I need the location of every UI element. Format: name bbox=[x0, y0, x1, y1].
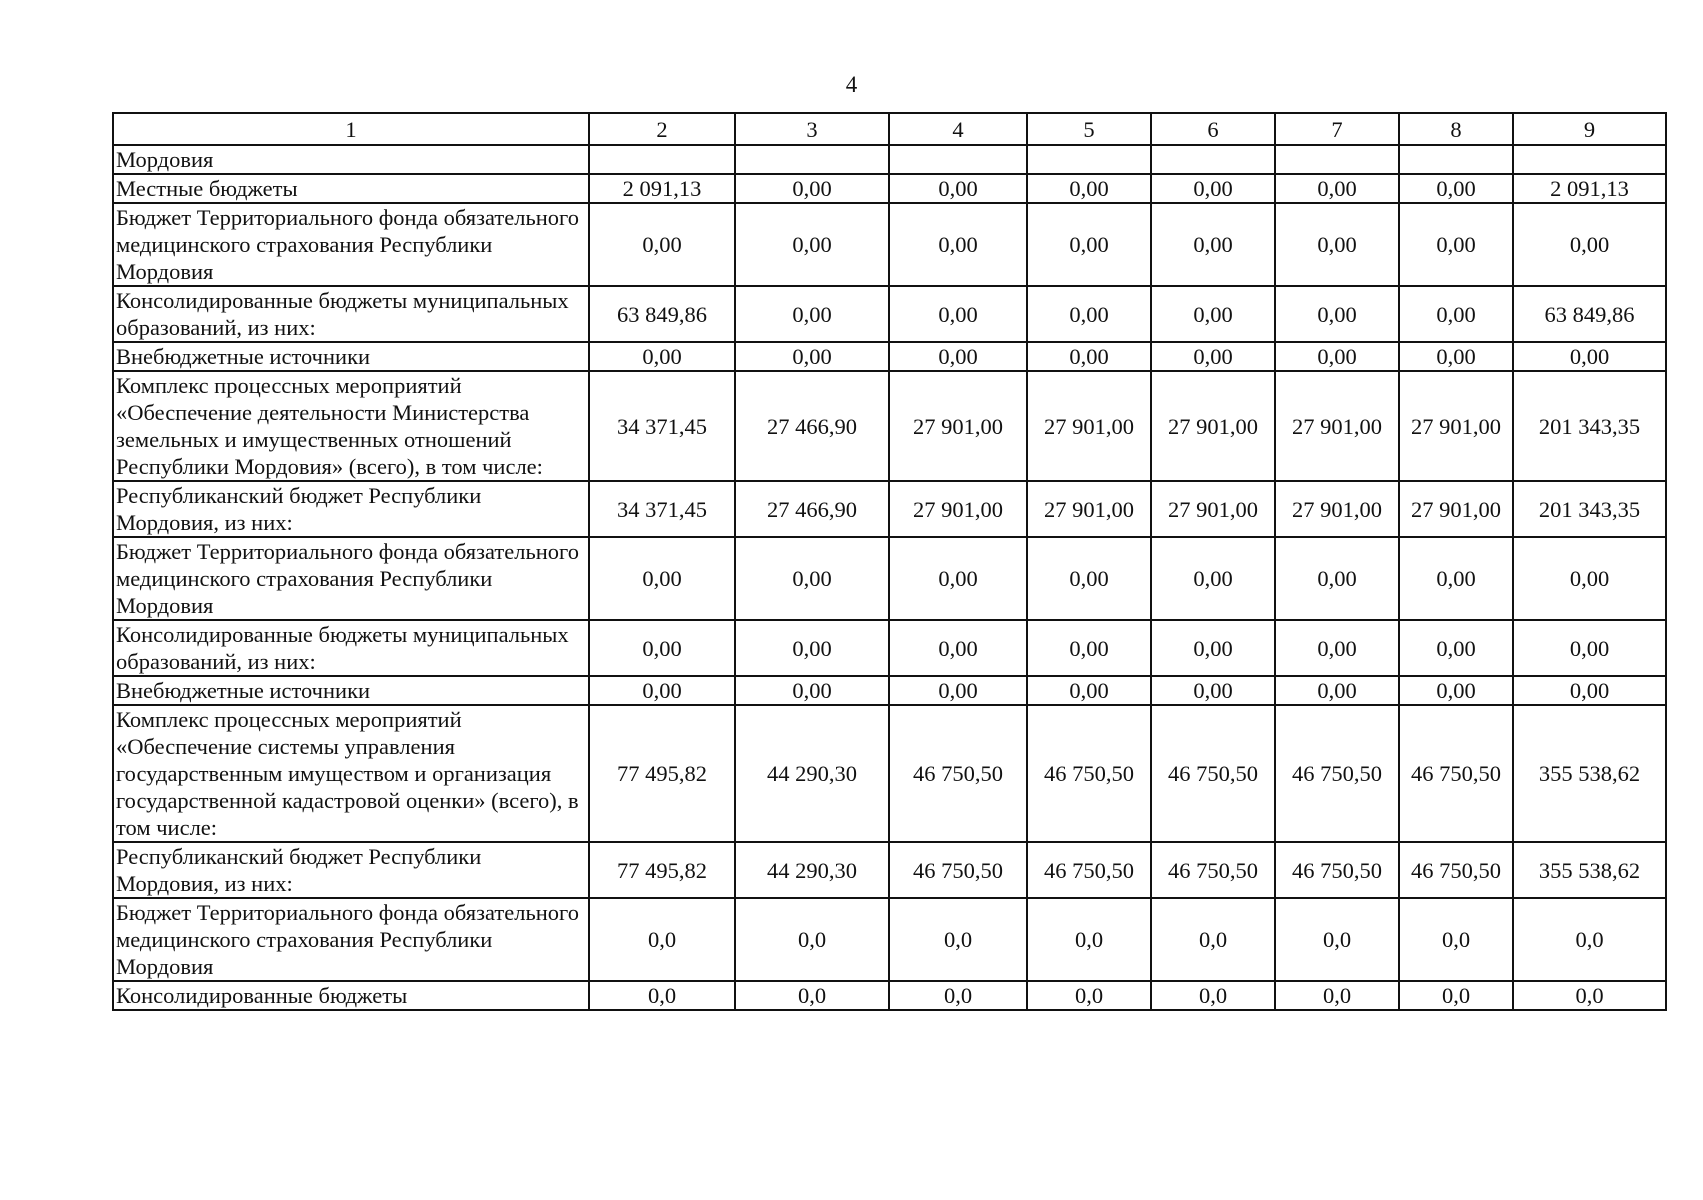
value-cell: 201 343,35 bbox=[1513, 371, 1666, 481]
value-cell: 0,0 bbox=[735, 898, 889, 981]
value-cell: 46 750,50 bbox=[1151, 705, 1275, 842]
row-label: Внебюджетные источники bbox=[113, 342, 589, 371]
value-cell: 27 901,00 bbox=[889, 481, 1027, 537]
value-cell: 0,00 bbox=[589, 203, 735, 286]
column-header: 4 bbox=[889, 113, 1027, 145]
row-label: Консолидированные бюджеты муниципальных образований, из них: bbox=[113, 286, 589, 342]
value-cell: 0,00 bbox=[1027, 203, 1151, 286]
value-cell: 46 750,50 bbox=[1151, 842, 1275, 898]
budget-table bbox=[112, 112, 1667, 1011]
value-cell: 46 750,50 bbox=[1027, 842, 1151, 898]
value-cell: 0,0 bbox=[589, 981, 735, 1010]
value-cell: 0,00 bbox=[1399, 342, 1513, 371]
value-cell: 201 343,35 bbox=[1513, 481, 1666, 537]
value-cell: 0,00 bbox=[1399, 537, 1513, 620]
value-cell: 27 901,00 bbox=[1151, 481, 1275, 537]
value-cell: 0,00 bbox=[589, 620, 735, 676]
value-cell: 0,00 bbox=[735, 620, 889, 676]
value-cell: 0,0 bbox=[1151, 981, 1275, 1010]
value-cell: 0,00 bbox=[1399, 620, 1513, 676]
value-cell: 0,00 bbox=[889, 676, 1027, 705]
table-row bbox=[113, 981, 1666, 1010]
value-cell: 0,0 bbox=[1513, 898, 1666, 981]
value-cell: 0,0 bbox=[1513, 981, 1666, 1010]
value-cell: 0,00 bbox=[889, 174, 1027, 203]
value-cell: 0,00 bbox=[1275, 174, 1399, 203]
value-cell: 0,00 bbox=[1027, 620, 1151, 676]
value-cell: 77 495,82 bbox=[589, 705, 735, 842]
value-cell: 0,00 bbox=[589, 342, 735, 371]
column-header: 2 bbox=[589, 113, 735, 145]
value-cell: 34 371,45 bbox=[589, 481, 735, 537]
table-row bbox=[113, 145, 1666, 174]
table-body bbox=[113, 145, 1666, 1010]
value-cell: 0,00 bbox=[1275, 676, 1399, 705]
column-header: 1 bbox=[113, 113, 589, 145]
column-header: 5 bbox=[1027, 113, 1151, 145]
value-cell: 27 901,00 bbox=[889, 371, 1027, 481]
value-cell: 0,00 bbox=[1513, 342, 1666, 371]
table-row bbox=[113, 620, 1666, 676]
value-cell: 27 466,90 bbox=[735, 481, 889, 537]
value-cell: 0,00 bbox=[1151, 342, 1275, 371]
value-cell: 27 901,00 bbox=[1275, 481, 1399, 537]
value-cell: 27 901,00 bbox=[1399, 371, 1513, 481]
value-cell: 0,0 bbox=[1151, 898, 1275, 981]
value-cell: 27 901,00 bbox=[1399, 481, 1513, 537]
value-cell: 44 290,30 bbox=[735, 842, 889, 898]
value-cell bbox=[1275, 145, 1399, 174]
value-cell: 0,00 bbox=[1027, 342, 1151, 371]
page-number: 4 bbox=[845, 72, 858, 97]
value-cell: 0,0 bbox=[735, 981, 889, 1010]
row-label: Консолидированные бюджеты bbox=[113, 981, 589, 1010]
value-cell bbox=[1513, 145, 1666, 174]
value-cell: 0,00 bbox=[1151, 620, 1275, 676]
value-cell: 0,00 bbox=[1151, 676, 1275, 705]
value-cell: 2 091,13 bbox=[1513, 174, 1666, 203]
table-row bbox=[113, 842, 1666, 898]
value-cell: 27 901,00 bbox=[1027, 481, 1151, 537]
value-cell: 0,00 bbox=[1027, 174, 1151, 203]
value-cell: 0,00 bbox=[889, 342, 1027, 371]
value-cell: 0,00 bbox=[1399, 676, 1513, 705]
value-cell: 27 901,00 bbox=[1027, 371, 1151, 481]
table-row bbox=[113, 203, 1666, 286]
value-cell: 0,0 bbox=[1399, 898, 1513, 981]
value-cell bbox=[889, 145, 1027, 174]
value-cell: 0,00 bbox=[1399, 174, 1513, 203]
table-row bbox=[113, 286, 1666, 342]
value-cell: 46 750,50 bbox=[889, 705, 1027, 842]
value-cell: 0,00 bbox=[589, 676, 735, 705]
row-label: Местные бюджеты bbox=[113, 174, 589, 203]
value-cell: 77 495,82 bbox=[589, 842, 735, 898]
value-cell: 27 901,00 bbox=[1275, 371, 1399, 481]
table-row bbox=[113, 898, 1666, 981]
value-cell: 0,00 bbox=[1027, 286, 1151, 342]
value-cell bbox=[735, 145, 889, 174]
value-cell: 0,00 bbox=[889, 620, 1027, 676]
value-cell bbox=[1027, 145, 1151, 174]
value-cell: 0,00 bbox=[1275, 537, 1399, 620]
value-cell: 0,00 bbox=[1275, 286, 1399, 342]
value-cell: 0,0 bbox=[889, 898, 1027, 981]
value-cell: 63 849,86 bbox=[589, 286, 735, 342]
table-row bbox=[113, 342, 1666, 371]
value-cell: 27 466,90 bbox=[735, 371, 889, 481]
value-cell: 0,00 bbox=[1151, 203, 1275, 286]
value-cell: 0,0 bbox=[1275, 981, 1399, 1010]
column-header: 7 bbox=[1275, 113, 1399, 145]
table-row bbox=[113, 705, 1666, 842]
value-cell bbox=[1399, 145, 1513, 174]
value-cell: 46 750,50 bbox=[1399, 842, 1513, 898]
value-cell: 0,00 bbox=[1399, 203, 1513, 286]
value-cell bbox=[589, 145, 735, 174]
value-cell: 0,00 bbox=[1151, 286, 1275, 342]
value-cell: 0,00 bbox=[1513, 537, 1666, 620]
table-row bbox=[113, 174, 1666, 203]
value-cell: 0,0 bbox=[1027, 981, 1151, 1010]
value-cell: 0,0 bbox=[589, 898, 735, 981]
row-label: Республиканский бюджет Республики Мордовия, из них: bbox=[113, 481, 589, 537]
value-cell: 34 371,45 bbox=[589, 371, 735, 481]
row-label: Республиканский бюджет Республики Мордовия, из них: bbox=[113, 842, 589, 898]
value-cell: 0,0 bbox=[1275, 898, 1399, 981]
value-cell: 0,00 bbox=[735, 676, 889, 705]
value-cell: 0,00 bbox=[1275, 203, 1399, 286]
column-header: 9 bbox=[1513, 113, 1666, 145]
value-cell: 0,00 bbox=[1513, 676, 1666, 705]
value-cell: 0,00 bbox=[1275, 342, 1399, 371]
value-cell: 0,00 bbox=[889, 203, 1027, 286]
value-cell: 355 538,62 bbox=[1513, 842, 1666, 898]
value-cell: 0,00 bbox=[1027, 537, 1151, 620]
value-cell: 0,00 bbox=[735, 203, 889, 286]
table-row bbox=[113, 481, 1666, 537]
value-cell: 0,00 bbox=[1151, 174, 1275, 203]
row-label: Бюджет Территориального фонда обязательного медицинского страхования Республики Мордовия bbox=[113, 537, 589, 620]
value-cell: 0,00 bbox=[1513, 620, 1666, 676]
value-cell: 44 290,30 bbox=[735, 705, 889, 842]
value-cell: 46 750,50 bbox=[1399, 705, 1513, 842]
value-cell: 0,00 bbox=[889, 537, 1027, 620]
value-cell: 0,00 bbox=[1513, 203, 1666, 286]
value-cell: 0,00 bbox=[735, 174, 889, 203]
value-cell: 0,00 bbox=[1151, 537, 1275, 620]
table-row bbox=[113, 676, 1666, 705]
column-header: 8 bbox=[1399, 113, 1513, 145]
value-cell: 0,00 bbox=[589, 537, 735, 620]
value-cell: 0,00 bbox=[735, 342, 889, 371]
row-label: Комплекс процессных мероприятий «Обеспечение деятельности Министерства земельных и имущественных отношений Республики Мордовия» (всего), в том числе: bbox=[113, 371, 589, 481]
value-cell bbox=[1151, 145, 1275, 174]
value-cell: 355 538,62 bbox=[1513, 705, 1666, 842]
value-cell: 0,0 bbox=[1399, 981, 1513, 1010]
row-label: Комплекс процессных мероприятий «Обеспечение системы управления государственным имуществом и организация государственной кадастровой оценки» (всего), в том числе: bbox=[113, 705, 589, 842]
table-row bbox=[113, 371, 1666, 481]
table-row bbox=[113, 537, 1666, 620]
value-cell: 46 750,50 bbox=[1275, 705, 1399, 842]
column-header: 6 bbox=[1151, 113, 1275, 145]
value-cell: 0,00 bbox=[1027, 676, 1151, 705]
row-label: Бюджет Территориального фонда обязательного медицинского страхования Республики Мордовия bbox=[113, 898, 589, 981]
row-label: Внебюджетные источники bbox=[113, 676, 589, 705]
value-cell: 2 091,13 bbox=[589, 174, 735, 203]
value-cell: 63 849,86 bbox=[1513, 286, 1666, 342]
value-cell: 0,00 bbox=[735, 537, 889, 620]
value-cell: 0,00 bbox=[1399, 286, 1513, 342]
value-cell: 0,00 bbox=[1275, 620, 1399, 676]
column-header: 3 bbox=[735, 113, 889, 145]
header-row bbox=[113, 113, 1666, 145]
value-cell: 46 750,50 bbox=[889, 842, 1027, 898]
value-cell: 0,00 bbox=[735, 286, 889, 342]
row-label: Бюджет Территориального фонда обязательного медицинского страхования Республики Мордовия bbox=[113, 203, 589, 286]
row-label: Мордовия bbox=[113, 145, 589, 174]
value-cell: 0,00 bbox=[889, 286, 1027, 342]
row-label: Консолидированные бюджеты муниципальных образований, из них: bbox=[113, 620, 589, 676]
value-cell: 46 750,50 bbox=[1275, 842, 1399, 898]
value-cell: 46 750,50 bbox=[1027, 705, 1151, 842]
value-cell: 0,0 bbox=[889, 981, 1027, 1010]
value-cell: 27 901,00 bbox=[1151, 371, 1275, 481]
value-cell: 0,0 bbox=[1027, 898, 1151, 981]
